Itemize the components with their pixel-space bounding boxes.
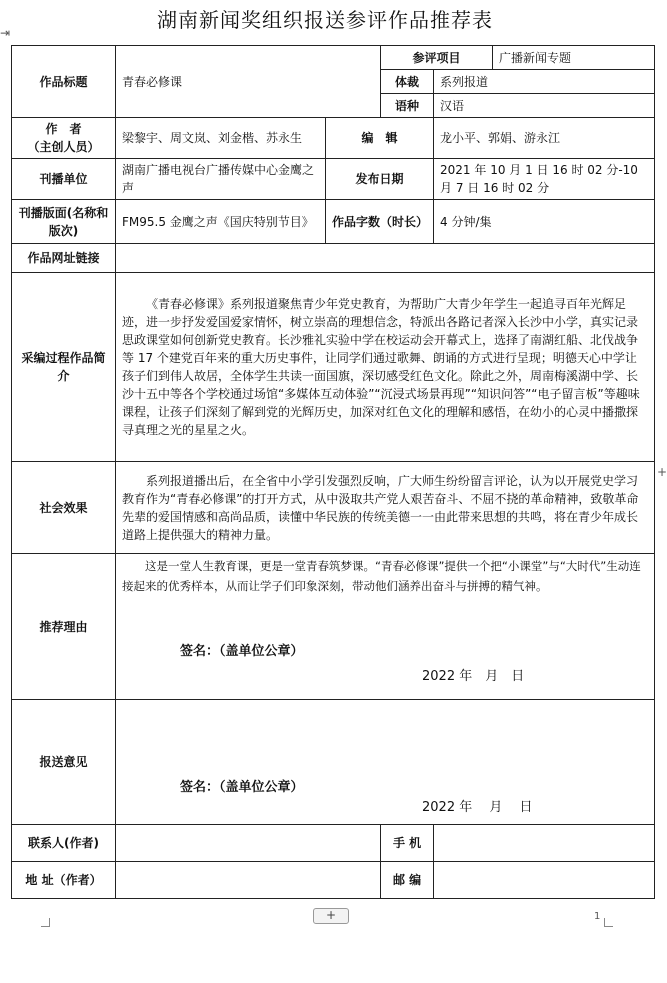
- genre-value[interactable]: 系列报道: [434, 70, 655, 94]
- move-handle-icon[interactable]: ⇥: [0, 26, 11, 40]
- phone-label: 手 机: [381, 825, 434, 862]
- word-count-value[interactable]: 4 分钟/集: [434, 200, 655, 244]
- opinion-date: 2022 年 月 日: [422, 800, 533, 815]
- language-label: 语种: [381, 94, 434, 118]
- editor-value[interactable]: 龙小平、郭娟、游永江: [434, 118, 655, 159]
- phone-value[interactable]: [434, 825, 655, 862]
- page-title: 湖南新闻奖组织报送参评作品推荐表: [157, 8, 493, 32]
- publisher-value[interactable]: 湖南广播电视台广播传媒中心金鹰之声: [116, 159, 326, 200]
- author-label-line2: （主创人员）: [27, 140, 100, 154]
- recommend-cell[interactable]: [116, 554, 655, 700]
- recommend-label: 推荐理由: [12, 554, 116, 700]
- url-label: 作品网址链接: [12, 244, 116, 273]
- summary-label: 采编过程作品简介: [12, 273, 116, 462]
- release-date-value[interactable]: 2021 年 10 月 1 日 16 时 02 分-10 月 7 日 16 时 02 分: [434, 159, 655, 200]
- author-label-line1: 作 者: [45, 122, 82, 136]
- author-value[interactable]: 梁黎宇、周文岚、刘金楷、苏永生: [116, 118, 326, 159]
- work-title-label: 作品标题: [12, 46, 116, 118]
- genre-label: 体裁: [381, 70, 434, 94]
- editor-label: 编 辑: [326, 118, 434, 159]
- recommend-signature: 签名：（盖单位公章）: [180, 644, 304, 659]
- eval-item-label: 参评项目: [381, 46, 493, 70]
- page-corner-mark: [41, 918, 50, 927]
- edition-label: 刊播版面(名称和版次): [12, 200, 116, 244]
- recommend-text: 这是一堂人生教育课，更是一堂青春筑梦课。“青春必修课”提供一个把“小课堂”与“大时代”生动连接起来的优秀样本，从而让学子们印象深刻，带动他们涵养出奋斗与拼搏的精气神。: [122, 559, 641, 593]
- page-corner-mark: [604, 918, 613, 927]
- recommendation-form-table: [11, 45, 655, 899]
- work-title-value[interactable]: 青春必修课: [116, 46, 381, 118]
- release-date-label: 发布日期: [326, 159, 434, 200]
- address-value[interactable]: [116, 862, 381, 899]
- address-label: 地 址（作者）: [12, 862, 116, 899]
- summary-text[interactable]: 《青春必修课》系列报道聚焦青少年党史教育，为帮助广大青少年学生一起追寻百年光辉足迹，进一步抒发爱国爱家情怀，树立崇高的理想信念，特派出各路记者深入长沙中小学，真实记录思政课堂如何创新党史教育。长沙雅礼实验中学在校运动会开幕式上，选择了南湖红船、北伐战争等 17 个建党百年来的重大历史事件，让同学们通过歌舞、朗诵的方式进行呈现；明德天心中学让孩子们到伟人故居，全体学生共读一面国旗，深切感受红色文化。除此之外，周南梅溪湖中学、长沙十五中等各个学校通过场馆“多媒体互动体验”“沉浸式场景再现”“知识问答”“电子留言板”等趣味课程，让孩子们深刻了解到党的光辉历史，加深对红色文化的理解和感悟，在幼小的心灵中播撒探寻真理之光的星星之火。: [116, 273, 655, 462]
- url-value[interactable]: [116, 244, 655, 273]
- add-page-button[interactable]: +: [313, 908, 349, 924]
- eval-item-value[interactable]: 广播新闻专题: [493, 46, 655, 70]
- opinion-label: 报送意见: [12, 700, 116, 825]
- zip-label: 邮 编: [381, 862, 434, 899]
- page-number: 1: [594, 911, 601, 922]
- add-column-icon[interactable]: +: [657, 465, 667, 479]
- publisher-label: 刊播单位: [12, 159, 116, 200]
- social-effect-text[interactable]: 系列报道播出后，在全省中小学引发强烈反响，广大师生纷纷留言评论，认为以开展党史学习教育作为“青春必修课”的打开方式，从中汲取共产党人艰苦奋斗、不屈不挠的革命精神，致敬革命先辈的爱国情感和高尚品质，读懂中华民族的传统美德一一由此带来思想的共鸣，将在青少年成长道路上提供强大的精神力量。: [116, 462, 655, 554]
- language-value[interactable]: 汉语: [434, 94, 655, 118]
- contact-value[interactable]: [116, 825, 381, 862]
- opinion-cell[interactable]: [116, 700, 655, 825]
- recommend-date: 2022 年 月 日: [422, 669, 525, 684]
- author-label: [12, 118, 116, 159]
- social-effect-label: 社会效果: [12, 462, 116, 554]
- edition-value[interactable]: FM95.5 金鹰之声《国庆特别节目》: [116, 200, 326, 244]
- opinion-signature: 签名：（盖单位公章）: [180, 780, 304, 795]
- zip-value[interactable]: [434, 862, 655, 899]
- word-count-label: 作品字数（时长）: [326, 200, 434, 244]
- contact-label: 联系人(作者): [12, 825, 116, 862]
